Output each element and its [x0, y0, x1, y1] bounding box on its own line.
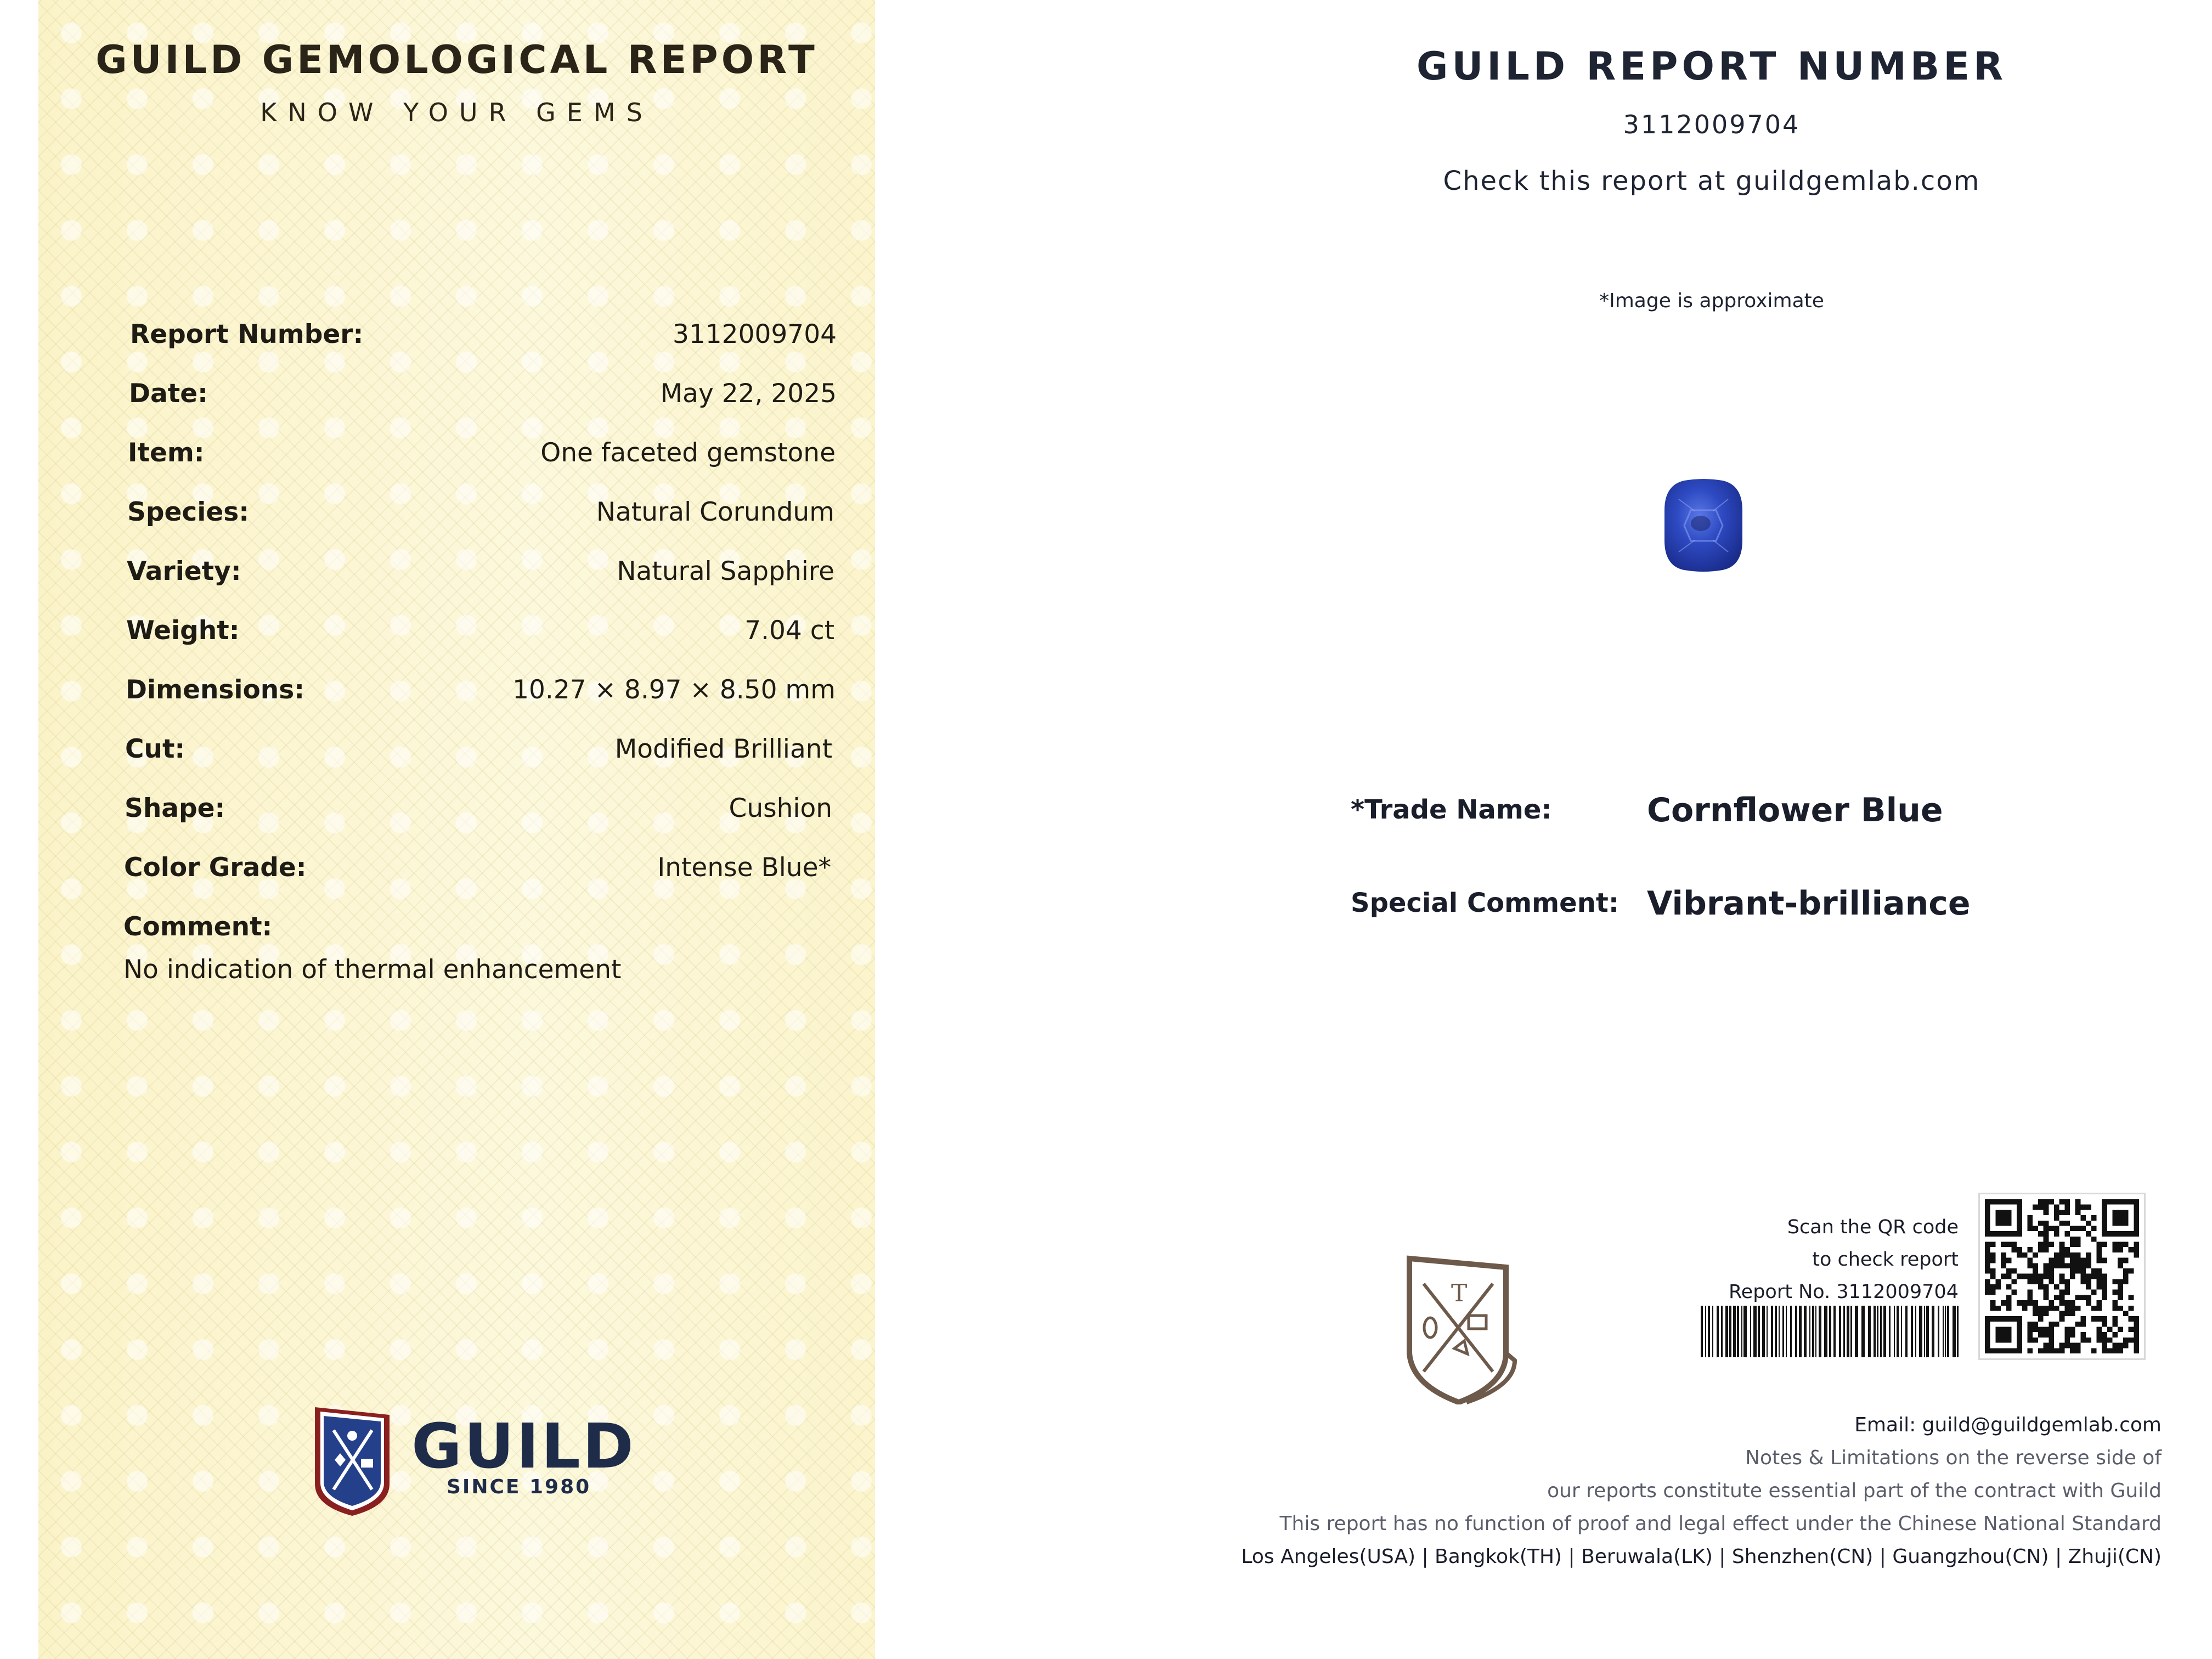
field-value: Natural Corundum — [596, 497, 834, 527]
field-value: May 22, 2025 — [660, 379, 837, 409]
gemological-report-panel — [38, 0, 875, 1659]
field-variety — [38, 556, 875, 600]
field-value: Intense Blue* — [657, 853, 831, 883]
field-label: Cut: — [125, 734, 185, 764]
field-label: Species: — [127, 497, 249, 527]
report-subtitle: KNOW YOUR GEMS — [260, 98, 653, 127]
field-cut — [38, 734, 875, 778]
field-color-grade — [38, 853, 875, 896]
field-label: Report Number: — [130, 319, 364, 349]
field-label: Comment: — [123, 912, 273, 942]
comment-text: No indication of thermal enhancement — [123, 955, 622, 985]
notes-line-2: our reports constitute essential part of the contract with Guild — [1547, 1480, 2162, 1502]
logo-wordmark: GUILD — [411, 1411, 636, 1482]
field-value: Modified Brilliant — [614, 734, 832, 764]
field-label: Date: — [129, 379, 208, 409]
field-weight — [38, 616, 875, 659]
field-species — [38, 497, 875, 541]
guild-crest-icon — [1402, 1251, 1520, 1404]
field-value: One faceted gemstone — [540, 438, 836, 468]
field-shape — [38, 793, 875, 837]
field-value: Cushion — [729, 793, 832, 823]
barcode-icon — [1701, 1306, 1959, 1357]
field-label: Item: — [128, 438, 205, 468]
field-value: 10.27 × 8.97 × 8.50 mm — [512, 675, 836, 705]
report-number-title: GUILD REPORT NUMBER — [1417, 44, 2007, 89]
notes-line-1: Notes & Limitations on the reverse side of — [1745, 1447, 2162, 1469]
report-title: GUILD GEMOLOGICAL REPORT — [95, 37, 818, 82]
scan-line-2: to check report — [1812, 1249, 1959, 1271]
sapphire-gem-image — [1662, 477, 1745, 573]
image-note: *Image is approximate — [1599, 290, 1824, 312]
field-value: 7.04 ct — [744, 616, 834, 646]
scan-line-1: Scan the QR code — [1787, 1216, 1959, 1238]
lab-locations: Los Angeles(USA) | Bangkok(TH) | Beruwala(LK) | Shenzhen(CN) | Guangzhou(CN) | Zhuji(CN) — [1241, 1545, 2162, 1568]
scan-instructions — [1646, 1211, 1959, 1308]
report-footer — [1097, 1409, 2162, 1573]
field-report-number — [38, 319, 875, 363]
field-item — [38, 438, 875, 482]
special-comment-label: Special Comment: — [1351, 888, 1620, 918]
field-label: Shape: — [125, 793, 225, 823]
field-dimensions — [38, 675, 875, 719]
field-date — [38, 379, 875, 422]
field-value: 3112009704 — [672, 319, 837, 349]
field-value: Natural Sapphire — [617, 556, 834, 586]
qr-code-icon[interactable] — [1985, 1199, 2139, 1353]
field-label: Dimensions: — [126, 675, 305, 705]
svg-text:T: T — [1451, 1279, 1468, 1307]
trade-name-label: *Trade Name: — [1351, 794, 1552, 825]
contact-email: Email: guild@guildgemlab.com — [1854, 1414, 2162, 1436]
logo-since: SINCE 1980 — [447, 1476, 591, 1498]
notes-line-3: This report has no function of proof and legal effect under the Chinese National Standard — [1279, 1513, 2162, 1535]
trade-name-value: Cornflower Blue — [1647, 791, 1943, 830]
scan-report-number: Report No. 3112009704 — [1728, 1281, 1959, 1303]
verify-link-text: Check this report at guildgemlab.com — [1443, 166, 1980, 196]
special-comment-value: Vibrant-brilliance — [1647, 884, 1971, 923]
field-label: Weight: — [126, 616, 240, 646]
field-comment — [38, 912, 875, 956]
field-label: Color Grade: — [124, 853, 307, 883]
field-label: Variety: — [127, 556, 241, 586]
report-number: 3112009704 — [1623, 110, 1801, 139]
